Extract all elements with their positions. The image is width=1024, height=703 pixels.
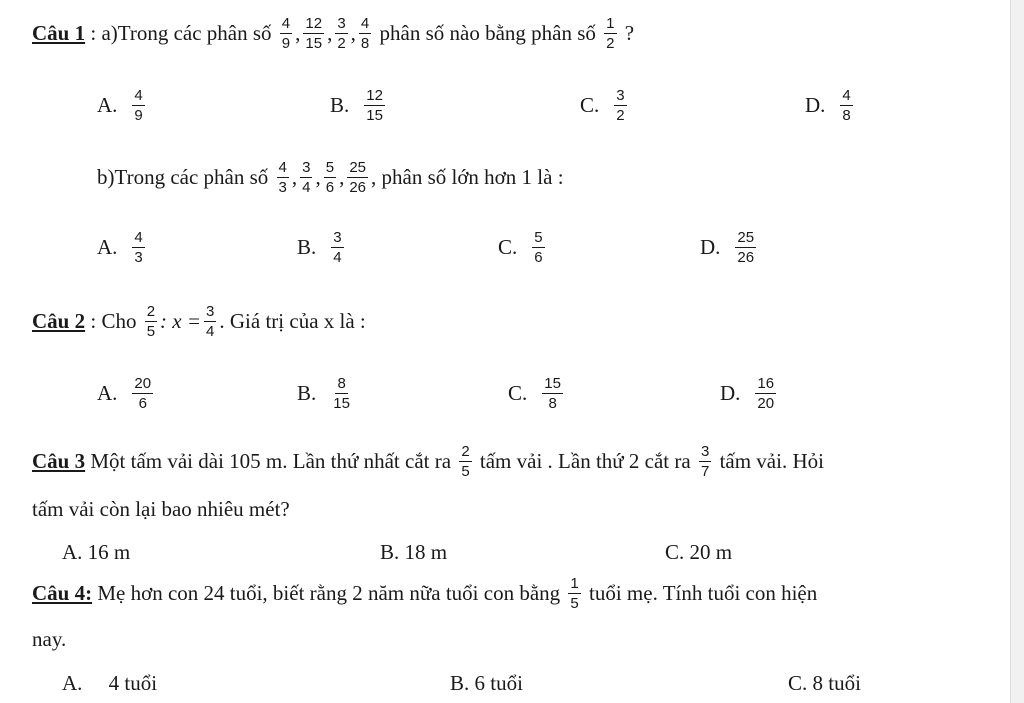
fraction: $\frac{16}{20}$: [757, 375, 775, 412]
fraction: $\frac{20}{6}$: [134, 375, 152, 412]
q4-option-c[interactable]: C. 8 tuổi: [788, 671, 861, 695]
q1-b-option-b[interactable]: B. $\frac{3}{4}$: [297, 229, 342, 266]
q2-option-d[interactable]: D. $\frac{16}{20}$: [720, 375, 775, 412]
fraction: $\frac{3}{4}$: [206, 303, 215, 340]
fraction: $\frac{3}{4}$: [302, 159, 311, 196]
q4-option-b[interactable]: B. 6 tuổi: [450, 671, 523, 695]
q4-stem-line2: nay.: [32, 627, 67, 651]
q1-b-option-a[interactable]: A. $\frac{4}{3}$: [97, 229, 143, 266]
fraction: $\frac{4}{8}$: [360, 15, 370, 52]
fraction: $\frac{2}{5}$: [146, 303, 156, 340]
q2-label: Câu 2: [32, 309, 86, 333]
q1-a-option-d[interactable]: D. $\frac{4}{8}$: [805, 87, 851, 124]
fraction: $\frac{5}{6}$: [325, 159, 335, 196]
fraction: $\frac{1}{5}$: [570, 575, 579, 612]
q1-a-option-b[interactable]: B. $\frac{12}{15}$: [330, 87, 383, 124]
q2-option-c[interactable]: C. $\frac{15}{8}$: [508, 375, 561, 412]
fraction: $\frac{4}{9}$: [134, 87, 143, 124]
q4-option-a[interactable]: A. 4 tuổi: [62, 671, 158, 695]
q3-label: Câu 3: [32, 449, 86, 473]
q1-b-option-c[interactable]: C. $\frac{5}{6}$: [498, 229, 543, 266]
q3-option-b[interactable]: B. 18 m: [380, 540, 448, 564]
q1-a-stem: Câu 1 : a)Trong các phân số $\frac{4}{9}$ , $\frac{12}{15}$ , $\frac{3}{2}$ , $\frac{4}{8}$ phân số nào bằng phân số $\frac{1}{2}$ ?: [32, 15, 635, 52]
q3-stem: Câu 3 Một tấm vải dài 105 m. Lần thứ nhất cắt ra $\frac{2}{5}$ tấm vải . Lần thứ 2 cắt ra $\frac{3}{7}$ tấm vải. Hỏi: [32, 443, 824, 480]
fraction: $\frac{4}{3}$: [278, 159, 287, 196]
q2-option-b[interactable]: B. $\frac{8}{15}$: [297, 375, 350, 412]
fraction: $\frac{3}{7}$: [700, 443, 710, 480]
fraction: $\frac{4}{9}$: [281, 15, 291, 52]
fraction: $\frac{4}{8}$: [842, 87, 851, 124]
fraction: $\frac{12}{15}$: [305, 15, 323, 52]
q4-stem: Câu 4: Mẹ hơn con 24 tuổi, biết rằng 2 năm nữa tuổi con bằng $\frac{1}{5}$ tuổi mẹ. Tính tuổi con hiện: [32, 575, 818, 612]
fraction: $\frac{3}{2}$: [337, 15, 346, 52]
q1-a-option-a[interactable]: A. $\frac{4}{9}$: [97, 87, 143, 124]
fraction: $\frac{8}{15}$: [333, 375, 350, 412]
fraction: $\frac{25}{26}$: [737, 229, 755, 266]
fraction: $\frac{2}{5}$: [461, 443, 470, 480]
fraction: $\frac{15}{8}$: [544, 375, 561, 412]
fraction: $\frac{1}{2}$: [606, 15, 615, 52]
fraction: $\frac{3}{2}$: [616, 87, 625, 124]
fraction: $\frac{5}{6}$: [534, 229, 543, 266]
q3-option-a[interactable]: A. 16 m: [62, 540, 131, 564]
scrollbar[interactable]: [1010, 0, 1024, 703]
q1-b-option-d[interactable]: D. $\frac{25}{26}$: [700, 229, 755, 266]
fraction: $\frac{4}{3}$: [134, 229, 143, 266]
fraction: $\frac{12}{15}$: [366, 87, 383, 124]
q4-label: Câu 4:: [32, 581, 93, 605]
q2-stem: Câu 2 : Cho $\frac{2}{5}$ : x = $\frac{3}{4}$ . Giá trị của x là :: [32, 303, 366, 340]
q1-b-stem: b)Trong các phân số $\frac{4}{3}$ , $\frac{3}{4}$ , $\frac{5}{6}$ , $\frac{25}{26}$ , phân số lớn hơn 1 là :: [97, 159, 564, 196]
q2-option-a[interactable]: A. $\frac{20}{6}$: [97, 375, 152, 412]
q1-label: Câu 1: [32, 21, 86, 45]
q3-stem-line2: tấm vải còn lại bao nhiêu mét?: [32, 497, 290, 521]
q3-option-c[interactable]: C. 20 m: [665, 540, 733, 564]
fraction: $\frac{3}{4}$: [333, 229, 342, 266]
q1-a-option-c[interactable]: C. $\frac{3}{2}$: [580, 87, 625, 124]
fraction: $\frac{25}{26}$: [349, 159, 366, 196]
